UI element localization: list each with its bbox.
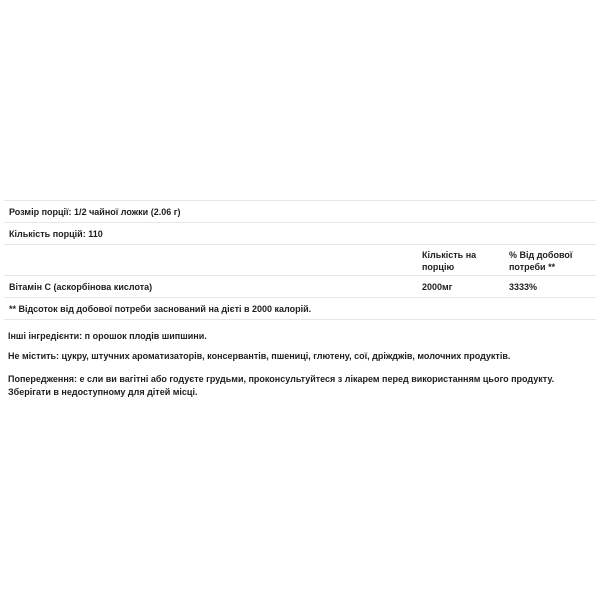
- storage: Зберігати в недоступному для дітей місці.: [8, 387, 198, 397]
- nutrient-dv: 3333%: [509, 282, 538, 292]
- servings-per-container: Кількість порцій: 110: [9, 229, 103, 239]
- serving-size: Розмір порції: 1/2 чайної ложки (2.06 г): [9, 207, 181, 217]
- other-ingredients: Інші інгредієнти: п орошок плодів шипшини.: [8, 331, 207, 341]
- supplement-facts-table: [4, 200, 596, 320]
- nutrient-amount: 2000мг: [422, 282, 453, 292]
- dv-header: % Від добової потреби **: [509, 250, 573, 272]
- footnote: ** Відсоток від добової потреби заснований на дієті в 2000 калорій.: [9, 304, 312, 314]
- servings-row: [4, 223, 596, 245]
- free-of: Не містить: цукру, штучних ароматизаторів, консервантів, пшениці, глютену, сої, дріжджів, молочних продуктів.: [8, 351, 511, 361]
- amount-header: Кількість на порцію: [422, 250, 477, 272]
- header-row: [4, 245, 596, 276]
- warning: Попередження: е сли ви вагітні або годуєте грудьми, проконсультуйтеся з лікарем перед використанням цього продукту.: [8, 374, 555, 384]
- footnote-row: [4, 298, 596, 320]
- nutrient-name: Вітамін С (аскорбінова кислота): [9, 282, 153, 292]
- serving-size-row: [4, 201, 596, 223]
- table-row: [4, 276, 596, 298]
